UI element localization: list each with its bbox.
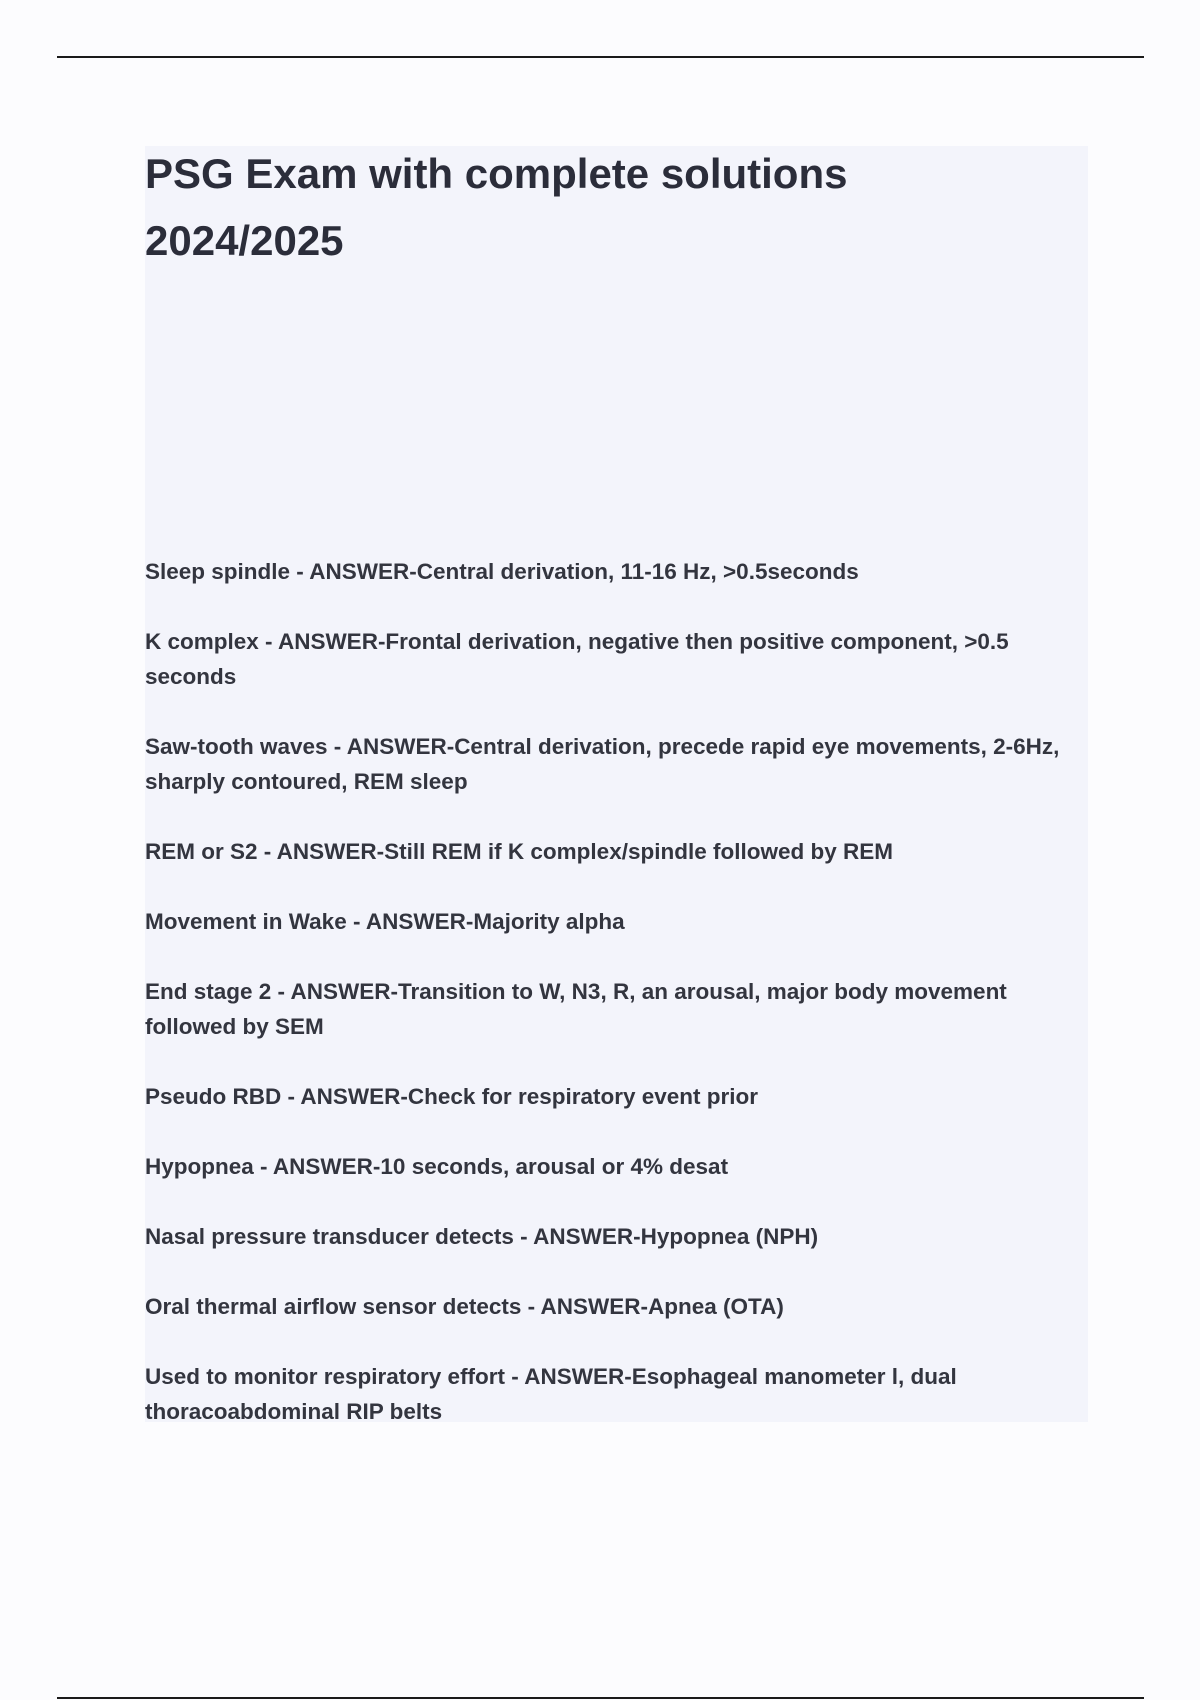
qa-item: K complex - ANSWER-Frontal derivation, negative then positive component, >0.5 seconds xyxy=(145,629,1009,689)
qa-item: Oral thermal airflow sensor detects - ANSWER-Apnea (OTA) xyxy=(145,1294,784,1319)
qa-list xyxy=(145,554,1085,1464)
qa-item: Nasal pressure transducer detects - ANSWER-Hypopnea (NPH) xyxy=(145,1224,819,1249)
qa-item: Saw-tooth waves - ANSWER-Central derivation, precede rapid eye movements, 2-6Hz, sharply contoured, REM sleep xyxy=(145,734,1060,794)
qa-item: Used to monitor respiratory effort - ANSWER-Esophageal manometer l, dual thoracoabdominal RIP belts xyxy=(145,1364,957,1424)
qa-item: End stage 2 - ANSWER-Transition to W, N3, R, an arousal, major body movement followed by SEM xyxy=(145,979,1007,1039)
top-divider xyxy=(57,56,1144,58)
document-title xyxy=(145,140,1045,274)
bottom-divider xyxy=(57,1697,1144,1699)
qa-item: Hypopnea - ANSWER-10 seconds, arousal or 4% desat xyxy=(145,1154,729,1179)
title-line-1: PSG Exam with complete solutions xyxy=(145,150,848,197)
qa-item: REM or S2 - ANSWER-Still REM if K complex/spindle followed by REM xyxy=(145,839,893,864)
qa-item: Movement in Wake - ANSWER-Majority alpha xyxy=(145,909,625,934)
qa-item: Sleep spindle - ANSWER-Central derivation, 11-16 Hz, >0.5seconds xyxy=(145,559,859,584)
qa-item: Pseudo RBD - ANSWER-Check for respiratory event prior xyxy=(145,1084,759,1109)
title-line-2: 2024/2025 xyxy=(145,217,344,264)
